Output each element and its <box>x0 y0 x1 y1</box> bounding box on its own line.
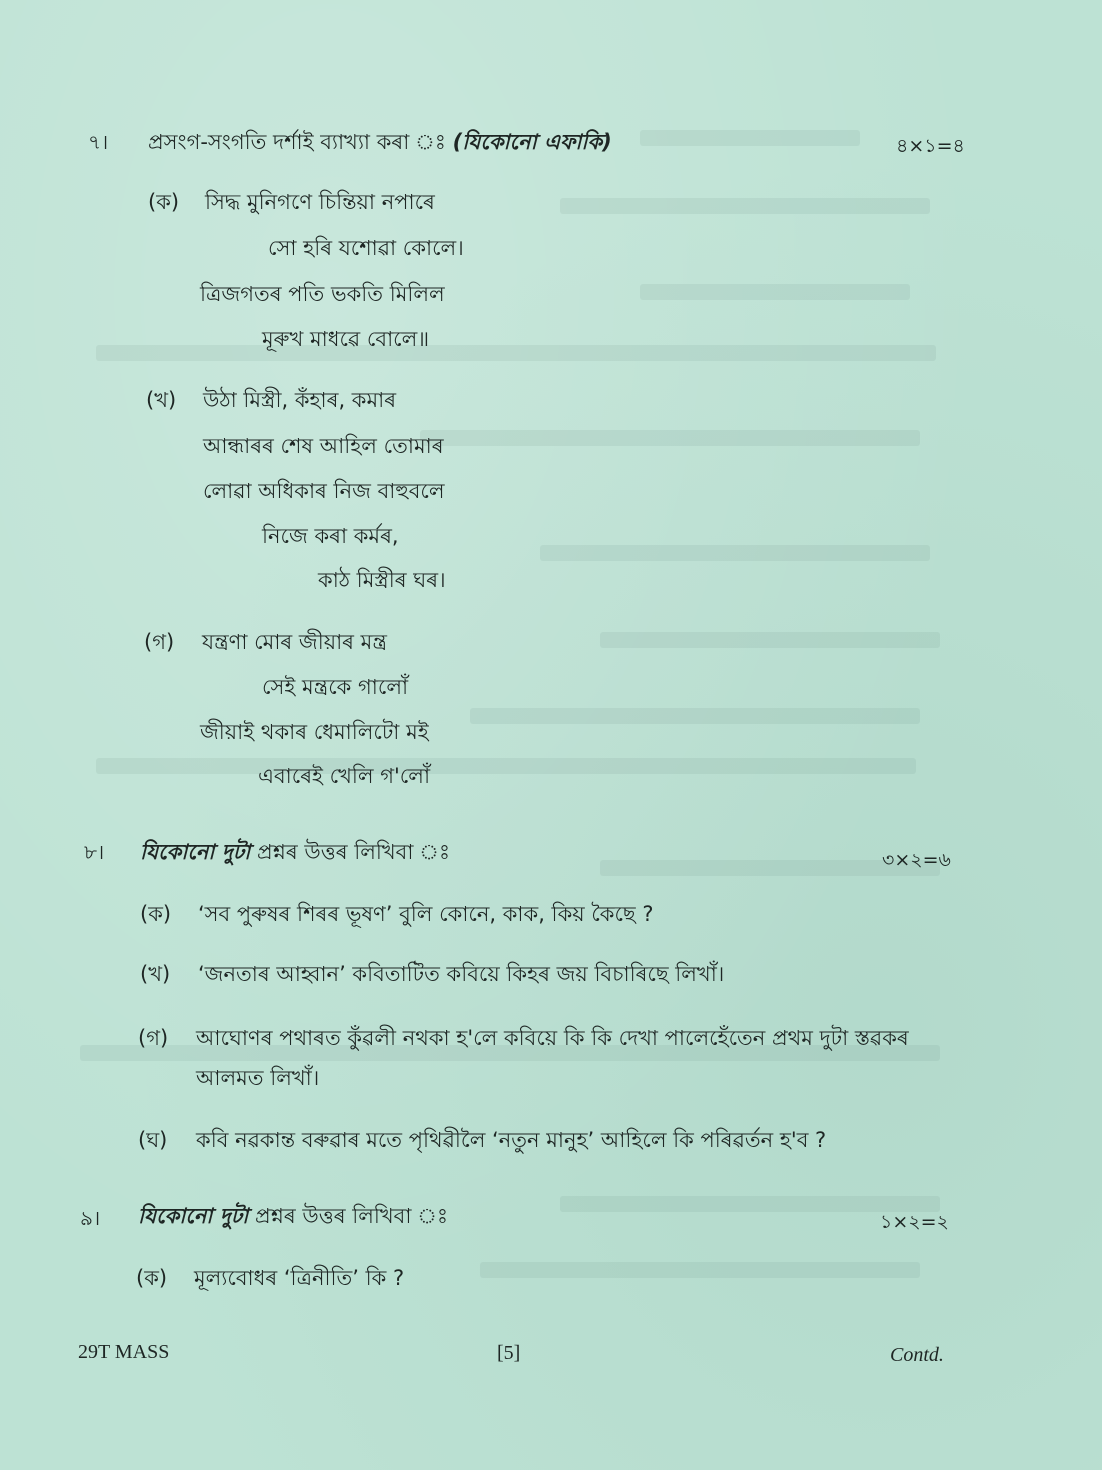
question-instruction <box>148 126 612 161</box>
verse-line: সো হৰি যশোৱা কোলে। <box>268 236 464 260</box>
marks-allocation: ৪×১=৪ <box>896 135 965 157</box>
instruction-emphasis: (যিকোনো এফাকি) <box>452 130 612 154</box>
instruction-emphasis: যিকোনো দুটা <box>140 840 251 864</box>
question-text: মূল্যবোধৰ ‘ত্ৰিনীতি’ কি ? <box>194 1266 405 1290</box>
question-number: ৯। <box>80 1206 101 1230</box>
continued-note: Contd. <box>890 1344 944 1366</box>
part-label: (খ) <box>140 962 171 986</box>
verse-line: লোৱা অধিকাৰ নিজ বাহুবলে <box>203 479 445 503</box>
part-label: (ক) <box>148 190 180 214</box>
verse-line: উঠা মিস্ত্ৰী, কঁহাৰ, কমাৰ <box>203 388 397 412</box>
verse-line: সিদ্ধ মুনিগণে চিন্তিয়া নপাৰে <box>205 190 435 214</box>
question-number: ৮। <box>84 840 105 864</box>
question-instruction <box>140 836 450 871</box>
verse-line: কাঠ মিস্ত্ৰীৰ ঘৰ। <box>318 568 446 592</box>
question-text: আলমত লিখাঁ। <box>196 1066 320 1090</box>
verse-line: জীয়াই থকাৰ ধেমালিটো মই <box>200 720 429 744</box>
question-instruction <box>138 1200 448 1235</box>
question-text: কবি নৱকান্ত বৰুৱাৰ মতে পৃথিৱীলৈ ‘নতুন মানুহ’ আহিলে কি পৰিৱৰ্তন হ'ব ? <box>196 1128 827 1152</box>
instruction-text: প্ৰসংগ-সংগতি দৰ্শাই ব্যাখ্যা কৰা ঃ <box>148 130 453 154</box>
verse-line: সেই মন্ত্ৰকে গালোঁ <box>262 675 409 699</box>
marks-allocation: ৩×২=৬ <box>882 849 951 871</box>
part-label: (গ) <box>144 630 175 654</box>
question-number: ৭। <box>88 130 109 154</box>
question-text: আঘোণৰ পথাৰত কুঁৱলী নথকা হ'লে কবিয়ে কি কি দেখা পালেহেঁতেন প্ৰথম দুটা স্তৱকৰ <box>196 1026 909 1050</box>
instruction-text: প্ৰশ্নৰ উত্তৰ লিখিবা ঃ <box>248 1204 449 1228</box>
verse-line: আন্ধাৰৰ শেষ আহিল তোমাৰ <box>203 434 444 458</box>
verse-line: যন্ত্ৰণা মোৰ জীয়াৰ মন্ত্ৰ <box>202 630 387 654</box>
part-label: (ক) <box>136 1266 168 1290</box>
part-label: (ঘ) <box>138 1128 168 1152</box>
part-label: (ক) <box>140 902 172 926</box>
question-text: ‘সব পুৰুষৰ শিৰৰ ভূষণ’ বুলি কোনে, কাক, কিয় কৈছে ? <box>198 902 654 926</box>
instruction-text: প্ৰশ্নৰ উত্তৰ লিখিবা ঃ <box>250 840 451 864</box>
instruction-emphasis: যিকোনো দুটা <box>138 1204 249 1228</box>
verse-line: ত্ৰিজগতৰ পতি ভকতি মিলিল <box>200 282 445 306</box>
page-number: [5] <box>497 1342 521 1364</box>
question-text: ‘জনতাৰ আহ্বান’ কবিতাটিত কবিয়ে কিহৰ জয় বিচাৰিছে লিখাঁ। <box>198 962 725 986</box>
verse-line: মূৰুখ মাধৱে বোলে॥ <box>262 327 430 351</box>
paper-code: 29T MASS <box>78 1341 170 1363</box>
part-label: (গ) <box>138 1026 169 1050</box>
part-label: (খ) <box>146 388 177 412</box>
marks-allocation: ১×২=২ <box>880 1211 949 1233</box>
verse-line: এবাৰেই খেলি গ'লোঁ <box>258 764 431 788</box>
verse-line: নিজে কৰা কৰ্মৰ, <box>262 524 399 548</box>
